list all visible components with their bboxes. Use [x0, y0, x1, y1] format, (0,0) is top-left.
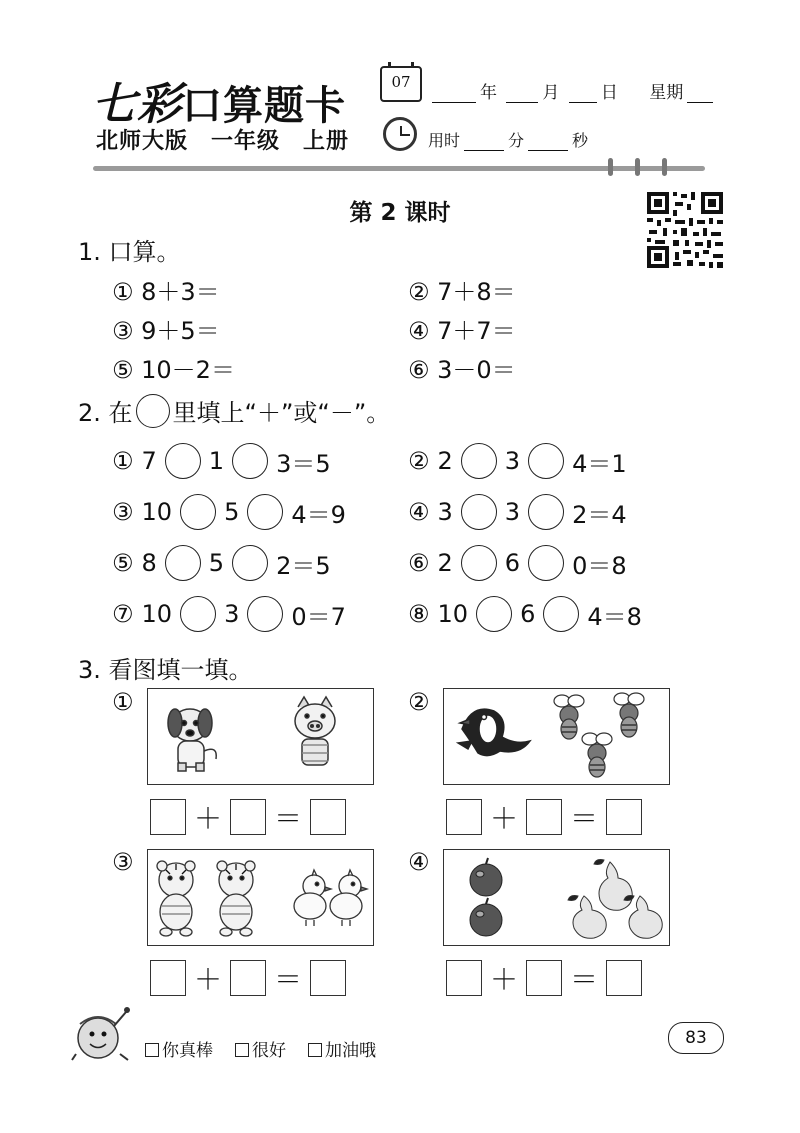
operator-circle[interactable] [165, 545, 201, 581]
time-used-line [428, 128, 588, 151]
operator-circle[interactable] [232, 443, 268, 479]
operator-circle[interactable] [247, 494, 283, 530]
tiger-cub-icon [157, 861, 195, 936]
problem-label: ③ [112, 498, 134, 526]
panel-label: ① [112, 688, 134, 716]
time-used-label: 用时 [428, 131, 461, 150]
plus-sign: ＋ [490, 963, 519, 996]
mental-math-problem: ④ 7＋7＝ [408, 317, 516, 345]
mental-math-problem: ③ 9＋5＝ [112, 317, 220, 345]
pig-icon [295, 697, 335, 765]
operator-circle[interactable] [180, 596, 216, 632]
mascot-icon [70, 1004, 136, 1068]
answer-box[interactable] [526, 960, 562, 996]
answer-box[interactable] [310, 799, 346, 835]
equals-sign: ＝ [274, 802, 303, 835]
operator-circle[interactable] [165, 443, 201, 479]
lesson-title: 第 2 课时 [349, 200, 451, 226]
date-line [428, 78, 717, 103]
addition-equation [446, 797, 642, 837]
rating-label: 你真棒 [162, 1041, 213, 1061]
problem-label: ⑦ [112, 600, 134, 628]
operand: 10 [141, 600, 173, 628]
weekday-label: 星期 [649, 83, 684, 103]
operand: 3 [224, 600, 240, 628]
problem-label: ⑥ [408, 549, 430, 577]
answer-box[interactable] [526, 799, 562, 835]
pear-icon [594, 860, 632, 911]
operator-circle[interactable] [528, 545, 564, 581]
section1-heading: 1. 口算。 [78, 238, 181, 266]
mental-math-problem: ⑤ 10－2＝ [112, 356, 235, 384]
weekday-blank[interactable] [687, 88, 713, 103]
operand: 5 [224, 498, 240, 526]
day-blank[interactable] [569, 88, 597, 103]
edition-label: 北师大版 一年级 上册 [96, 129, 350, 154]
operand: 10 [437, 600, 469, 628]
operand: 2 [437, 447, 453, 475]
answer-box[interactable] [150, 960, 186, 996]
operand-result: 3＝5 [276, 449, 331, 478]
addition-equation [150, 958, 346, 998]
checkbox[interactable] [235, 1043, 249, 1057]
brand-script: 七彩 [92, 79, 182, 130]
problem-label: ⑤ [112, 549, 134, 577]
equals-sign: ＝ [274, 963, 303, 996]
plus-sign: ＋ [490, 802, 519, 835]
binder-ring [608, 158, 613, 176]
bee-icon [614, 693, 644, 737]
month-label: 月 [542, 83, 560, 103]
apple-icon [470, 858, 502, 896]
problem-label: ⑧ [408, 600, 430, 628]
addition-equation [150, 797, 346, 837]
operand: 5 [208, 549, 225, 577]
operator-problem [408, 596, 642, 632]
binder-ring [662, 158, 667, 176]
qr-code [645, 190, 725, 270]
calendar-icon [380, 66, 422, 102]
operator-circle[interactable] [232, 545, 268, 581]
mental-math-problem: ⑥ 3－0＝ [408, 356, 516, 384]
chick-icon [330, 870, 367, 926]
operand: 3 [504, 447, 521, 475]
seconds-blank[interactable] [528, 136, 568, 151]
seconds-label: 秒 [572, 131, 589, 150]
operator-circle[interactable] [461, 545, 497, 581]
mental-math-problem: ② 7＋8＝ [408, 278, 516, 306]
operand-result: 2＝5 [276, 551, 331, 580]
addition-equation [446, 958, 642, 998]
answer-box[interactable] [310, 960, 346, 996]
operand-result: 2＝4 [572, 500, 627, 529]
operator-circle[interactable] [528, 443, 564, 479]
bee-icon [582, 733, 612, 777]
section2-heading-prefix: 2. 在 [78, 399, 133, 427]
penguin-icon [458, 709, 530, 755]
section3-heading: 3. 看图填一填。 [78, 656, 253, 684]
operand: 8 [141, 549, 157, 577]
rating-label: 加油哦 [325, 1041, 376, 1061]
operator-circle[interactable] [247, 596, 283, 632]
picture-box [147, 688, 374, 785]
panel-label: ② [408, 688, 430, 716]
operand: 2 [437, 549, 453, 577]
answer-box[interactable] [150, 799, 186, 835]
tiger-cub-icon [217, 861, 255, 936]
problem-label: ④ [408, 498, 430, 526]
answer-box[interactable] [606, 799, 642, 835]
panel-label: ③ [112, 848, 134, 876]
bee-icon [554, 695, 584, 739]
circle-symbol [136, 394, 170, 428]
plus-sign: ＋ [194, 963, 223, 996]
year-blank[interactable] [432, 88, 476, 103]
operator-circle[interactable] [476, 596, 512, 632]
rating-option[interactable] [145, 1036, 213, 1061]
problem-label: ② [408, 447, 430, 475]
operator-problem [112, 596, 346, 632]
rating-option[interactable] [235, 1036, 286, 1061]
operand: 10 [141, 498, 173, 526]
answer-box[interactable] [230, 799, 266, 835]
operand: 6 [520, 600, 536, 628]
equals-sign: ＝ [570, 802, 599, 835]
operand: 6 [504, 549, 521, 577]
equals-sign: ＝ [570, 963, 599, 996]
operator-problem [112, 545, 331, 581]
apple-icon [470, 898, 502, 936]
operator-circle[interactable] [543, 596, 579, 632]
section2-heading [78, 393, 390, 428]
picture-box [443, 849, 670, 946]
binder-ring [635, 158, 640, 176]
operator-problem [408, 545, 627, 581]
page-number: 83 [668, 1022, 724, 1054]
operand: 1 [208, 447, 225, 475]
answer-box[interactable] [446, 960, 482, 996]
answer-box[interactable] [230, 960, 266, 996]
mental-math-problem: ① 8＋3＝ [112, 278, 220, 306]
picture-box [443, 688, 670, 785]
operator-problem [408, 494, 627, 530]
operator-problem [112, 443, 331, 479]
operator-circle[interactable] [528, 494, 564, 530]
dog-icon [168, 709, 216, 771]
operand-result: 0＝8 [572, 551, 627, 580]
clock-icon [383, 117, 417, 151]
section2-heading-suffix: 里填上“＋”或“－”。 [172, 399, 391, 427]
answer-box[interactable] [606, 960, 642, 996]
rating-option[interactable] [308, 1036, 376, 1061]
checkbox[interactable] [308, 1043, 322, 1057]
checkbox[interactable] [145, 1043, 159, 1057]
operand-result: 4＝8 [587, 602, 642, 631]
rating-label: 很好 [252, 1041, 286, 1061]
day-label: 日 [600, 83, 618, 103]
operator-circle[interactable] [180, 494, 216, 530]
month-blank[interactable] [506, 88, 538, 103]
plus-sign: ＋ [194, 802, 223, 835]
self-assessment [145, 1036, 376, 1061]
operand: 3 [437, 498, 453, 526]
problem-label: ① [112, 447, 134, 475]
operator-circle[interactable] [461, 443, 497, 479]
operator-problem [408, 443, 627, 479]
operand-result: 4＝1 [572, 449, 627, 478]
panel-label: ④ [408, 848, 430, 876]
minutes-label: 分 [508, 131, 525, 150]
minutes-blank[interactable] [464, 136, 504, 151]
calendar-day: 07 [391, 73, 411, 91]
brand-title [92, 68, 346, 132]
answer-box[interactable] [446, 799, 482, 835]
operand-result: 4＝9 [291, 500, 346, 529]
header-rule [93, 166, 705, 171]
picture-box [147, 849, 374, 946]
chick-icon [294, 870, 331, 926]
year-label: 年 [480, 83, 497, 103]
operator-circle[interactable] [461, 494, 497, 530]
operand: 7 [141, 447, 157, 475]
operand: 3 [504, 498, 521, 526]
operand-result: 0＝7 [291, 602, 346, 631]
brand-rest: 口算题卡 [182, 82, 346, 129]
operator-problem [112, 494, 346, 530]
